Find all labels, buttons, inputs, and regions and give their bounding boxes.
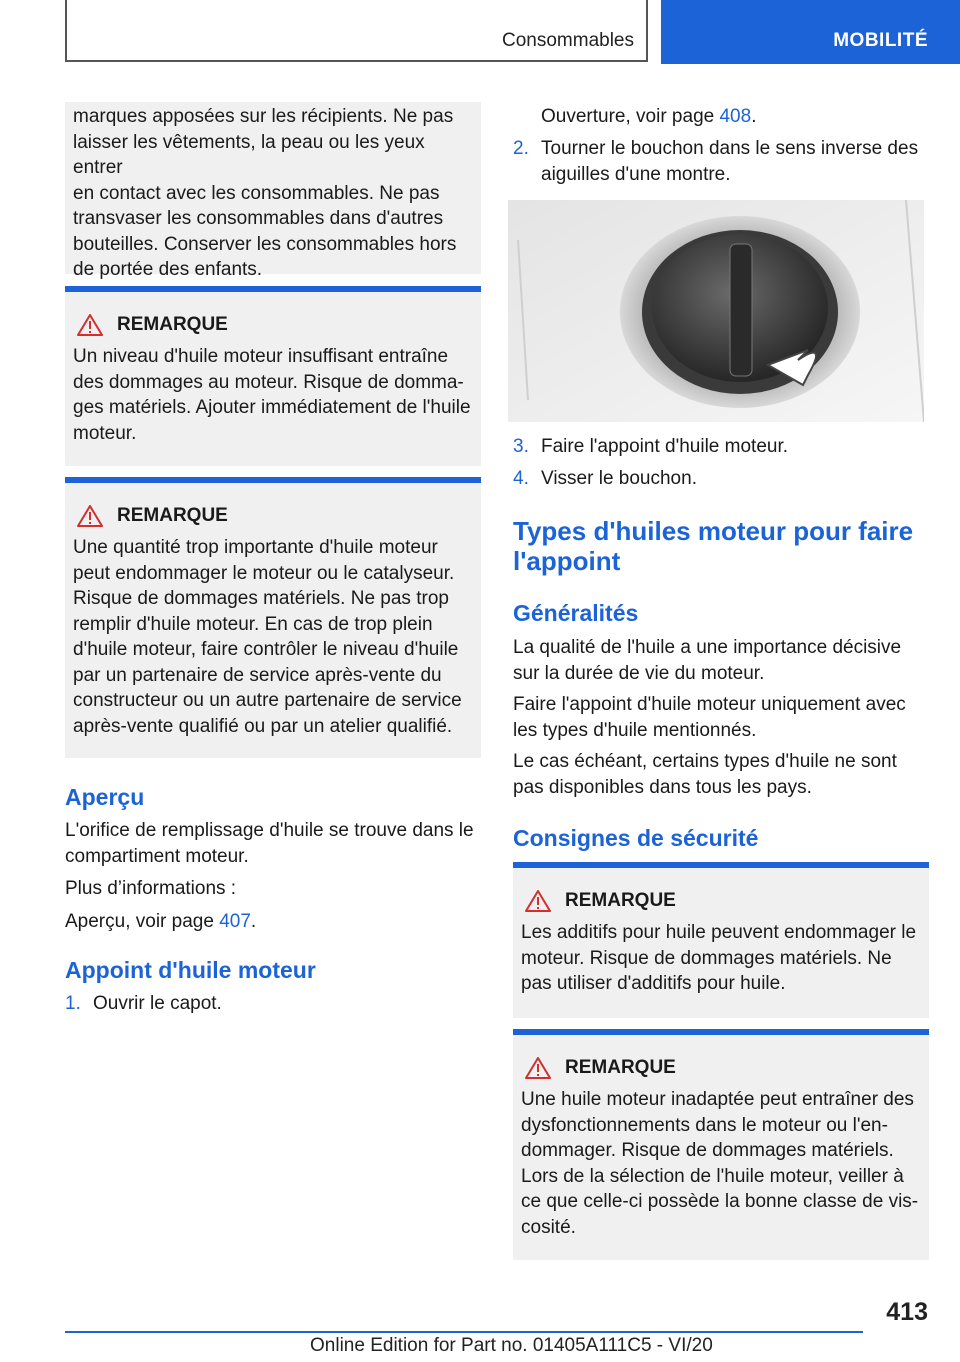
- para-line: les types d'huile mentionnés.: [513, 719, 757, 741]
- oil-filler-cap-photo: [508, 200, 924, 422]
- notice-line: Une quantité trop importante d'huile moteur: [73, 537, 438, 558]
- warning-triangle-icon: [77, 314, 103, 336]
- reference-text: Aperçu, voir page: [65, 910, 220, 932]
- intro-line: de portée des enfants.: [73, 259, 263, 280]
- notice-line: ges matériels. Ajouter immédiatement de l'huile: [73, 397, 471, 418]
- heading-consignes-securite: Consignes de sécurité: [513, 825, 759, 851]
- step-number: 1.: [65, 993, 81, 1014]
- warning-triangle-icon: [525, 1057, 551, 1079]
- notice-line: dommager. Risque de dommages matériels.: [521, 1140, 894, 1161]
- para-line: pas disponibles dans tous les pays.: [513, 776, 812, 798]
- step-text: Ouvrir le capot.: [93, 993, 222, 1014]
- step-number: 2.: [513, 138, 529, 159]
- notice-header: [77, 505, 475, 527]
- notice-header: [525, 890, 923, 912]
- notice-line: pas utiliser d'additifs pour huile.: [521, 973, 786, 994]
- step-number: 3.: [513, 436, 529, 457]
- step-line: aiguilles d'une montre.: [541, 163, 731, 185]
- footer-divider: [65, 1331, 863, 1333]
- notice-line: constructeur ou un autre partenaire de service: [73, 690, 462, 711]
- notice-line: dysfonctionnements dans le moteur ou l'en-: [521, 1114, 888, 1136]
- step-1-continuation: [541, 104, 931, 130]
- notice-line: des dommages au moteur. Risque de domma-: [73, 371, 464, 393]
- intro-warning-box: [65, 102, 481, 280]
- header-chapter-title: MOBILITÉ: [833, 30, 928, 51]
- para-line: sur la durée de vie du moteur.: [513, 662, 765, 684]
- notice-line: d'huile moteur, faire contrôler le niveau d'huile: [73, 639, 459, 660]
- intro-line: bouteilles. Conserver les consommables hors: [73, 233, 457, 255]
- heading-line: l'appoint: [513, 546, 621, 576]
- continuation-reference: [541, 104, 931, 130]
- notice-line: Lors de la sélection de l'huile moteur, veiller à: [521, 1165, 904, 1187]
- heading-line: Types d'huiles moteur pour faire: [513, 516, 914, 546]
- apercu-reference: [65, 909, 485, 935]
- apercu-body: [65, 818, 485, 934]
- footer-edition: Online Edition for Part no. 01405A111C5 - VI/20: [310, 1335, 713, 1356]
- step-4: [513, 466, 933, 492]
- generalites-body: [513, 635, 933, 800]
- notice-title: REMARQUE: [565, 1057, 676, 1078]
- heading-apercu: Aperçu: [65, 784, 145, 810]
- para-line: Le cas échéant, certains types d'huile ne sont: [513, 751, 897, 772]
- step-text: [541, 136, 918, 187]
- notice-line: moteur.: [73, 422, 137, 444]
- notice-line: Les additifs pour huile peuvent endommager le: [521, 922, 917, 943]
- heading-appoint: Appoint d'huile moteur: [65, 957, 316, 983]
- reference-suffix: .: [751, 106, 757, 127]
- notice-line: Risque de dommages matériels. Ne pas trop: [73, 588, 449, 609]
- step-1: [65, 991, 485, 1017]
- header-chapter-tab[interactable]: [661, 0, 960, 64]
- intro-line: laisser les vêtements, la peau ou les yeux entrer: [73, 131, 425, 178]
- notice-title: REMARQUE: [117, 505, 228, 526]
- step-2: [513, 136, 933, 188]
- intro-line: marques apposées sur les récipients. Ne pas: [73, 106, 454, 127]
- reference-suffix: .: [250, 910, 257, 932]
- notice-header: [77, 314, 475, 336]
- notice-line: Un niveau d'huile moteur insuffisant entraîne: [73, 346, 449, 367]
- step-line: Tourner le bouchon dans le sens inverse des: [541, 138, 919, 159]
- notice-box-unsuitable-oil: [513, 1029, 929, 1260]
- intro-line: en contact avec les consommables. Ne pas: [73, 182, 440, 204]
- header-section-tab: [65, 0, 648, 62]
- notice-line: par un partenaire de service après-vente du: [73, 664, 442, 686]
- notice-box-additives: [513, 862, 929, 1018]
- intro-line: transvaser les consommables dans d'autres: [73, 208, 444, 229]
- page-link-408[interactable]: 408: [719, 106, 752, 127]
- step-text: Visser le bouchon.: [541, 468, 697, 489]
- more-info-label: Plus d’informations :: [65, 878, 237, 899]
- notice-line: peut endommager le moteur ou le catalyseur.: [73, 562, 455, 584]
- notice-line: Une huile moteur inadaptée peut entraîner des: [521, 1089, 914, 1110]
- step-number: 4.: [513, 468, 529, 489]
- page-number: 413: [886, 1298, 928, 1326]
- notice-line: après-vente qualifié ou par un atelier qualifié.: [73, 715, 453, 737]
- reference-text: Ouverture, voir page: [541, 106, 720, 127]
- warning-triangle-icon: [525, 890, 551, 912]
- warning-triangle-icon: [77, 505, 103, 527]
- notice-line: cosité.: [521, 1216, 576, 1238]
- notice-box-oil-low: [65, 286, 481, 466]
- step-3: [513, 434, 933, 460]
- para-line: La qualité de l'huile a une importance décisive: [513, 637, 902, 658]
- notice-line: moteur. Risque de dommages matériels. Ne: [521, 947, 892, 969]
- heading-types-huiles: [513, 516, 933, 576]
- header-section-title: Consommables: [502, 30, 634, 51]
- notice-box-oil-overfill: [65, 477, 481, 758]
- page-link-407[interactable]: 407: [219, 910, 251, 932]
- notice-title: REMARQUE: [117, 314, 228, 335]
- para-line: Faire l'appoint d'huile moteur uniquement avec: [513, 694, 906, 715]
- notice-line: remplir d'huile moteur. En cas de trop plein: [73, 613, 433, 635]
- notice-title: REMARQUE: [565, 890, 676, 911]
- heading-generalites: Généralités: [513, 600, 639, 626]
- apercu-line: L'orifice de remplissage d'huile se trouve dans le: [65, 820, 474, 841]
- notice-line: ce que celle-ci possède la bonne classe de vis-: [521, 1191, 919, 1212]
- notice-header: [525, 1057, 923, 1079]
- apercu-line: compartiment moteur.: [65, 845, 249, 867]
- step-text: Faire l'appoint d'huile moteur.: [541, 436, 789, 457]
